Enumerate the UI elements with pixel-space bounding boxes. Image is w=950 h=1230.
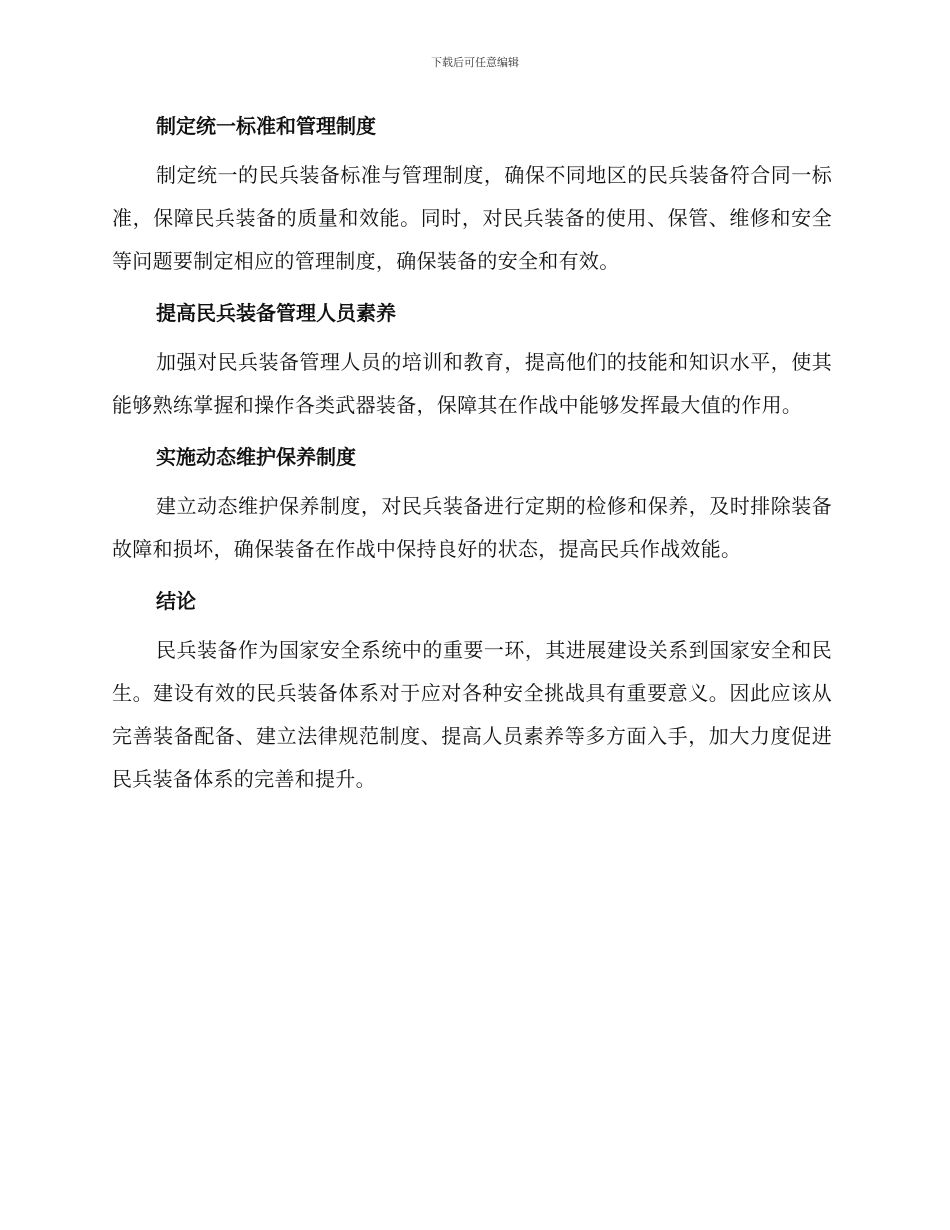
section-paragraph: 制定统一的民兵装备标准与管理制度，确保不同地区的民兵装备符合同一标准，保障民兵装备的质量和效能。同时，对民兵装备的使用、保管、维修和安全等问题要制定相应的管理制度，确保装备的安全和有效。 [112,163,832,273]
section-heading: 提高民兵装备管理人员素养 [156,301,396,325]
document-content [112,108,832,813]
page-header-note: 下载后可任意编辑 [431,56,519,69]
section-paragraph: 建立动态维护保养制度，对民兵装备进行定期的检修和保养，及时排除装备故障和损坏，确保装备在作战中保持良好的状态，提高民兵作战效能。 [112,494,832,561]
section-paragraph: 加强对民兵装备管理人员的培训和教育，提高他们的技能和知识水平，使其能够熟练掌握和操作各类武器装备，保障其在作战中能够发挥最大值的作用。 [112,350,832,417]
section-heading: 制定统一标准和管理制度 [156,114,376,138]
section-heading: 实施动态维护保养制度 [156,445,356,469]
conclusion-paragraph: 民兵装备作为国家安全系统中的重要一环，其进展建设关系到国家安全和民生。建设有效的民兵装备体系对于应对各种安全挑战具有重要意义。因此应该从完善装备配备、建立法律规范制度、提高人员素养等多方面入手，加大力度促进民兵装备体系的完善和提升。 [112,638,832,791]
conclusion-heading: 结论 [156,589,196,613]
